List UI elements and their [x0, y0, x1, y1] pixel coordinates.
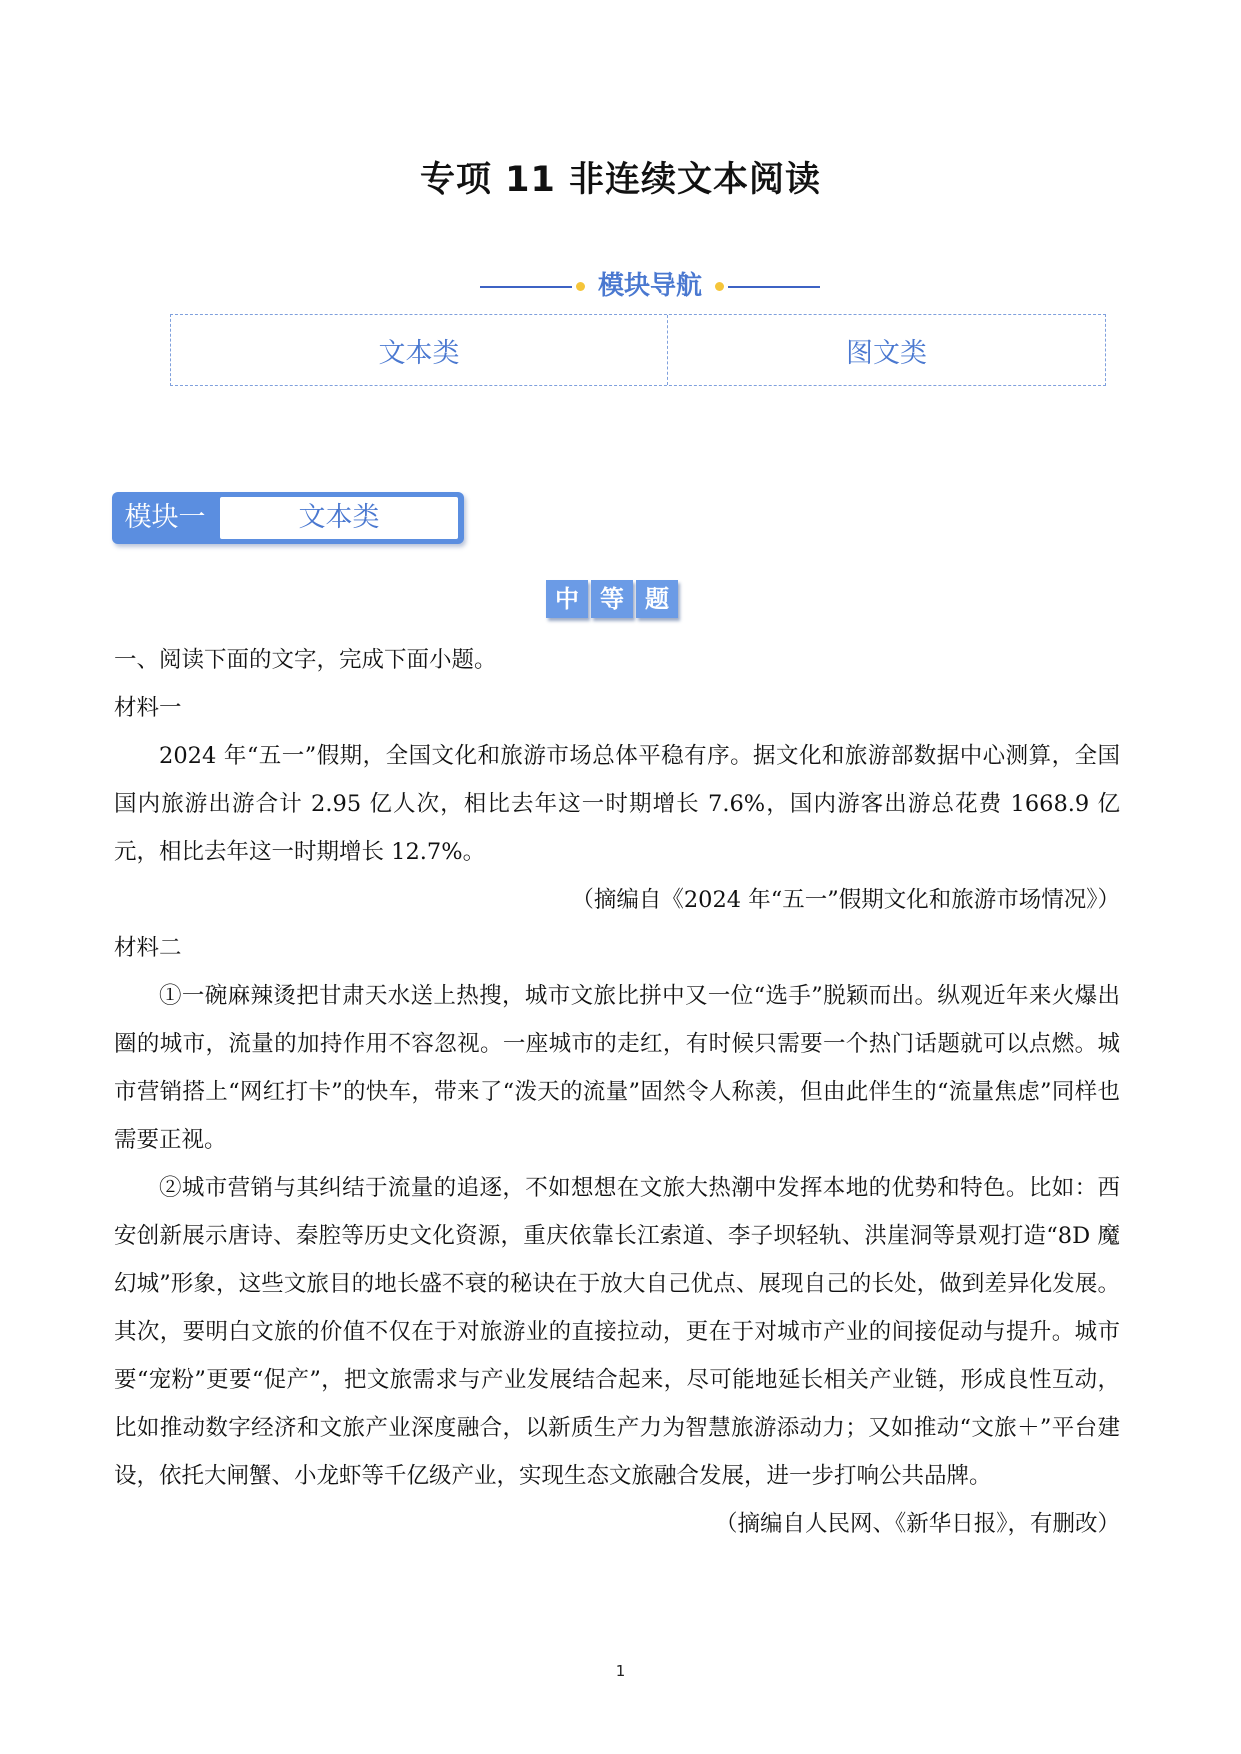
nav-divider-right [728, 286, 820, 288]
page-title: 专项 11 非连续文本阅读 [419, 160, 822, 200]
nav-item-graphic-text-type[interactable]: 图文类 [846, 337, 927, 369]
reading-content [114, 636, 1120, 1548]
question-instruction: 一、阅读下面的文字，完成下面小题。 [114, 647, 497, 673]
difficulty-badge [546, 580, 678, 618]
nav-item-text-type[interactable]: 文本类 [171, 315, 668, 385]
material-one-heading: 材料一 [114, 695, 182, 721]
difficulty-char: 题 [636, 580, 678, 618]
material-two-heading: 材料二 [114, 935, 182, 961]
material-two-source: （摘编自人民网、《新华日报》，有删改） [714, 1511, 1120, 1537]
material-two-paragraph-1: ①一碗麻辣烫把甘肃天水送上热搜，城市文旅比拼中又一位“选手”脱颖而出。纵观近年来火爆出圈的城市，流量的加持作用不容忽视。一座城市的走红，有时候只需要一个热门话题就可以点燃。城市营销搭上“网红打卡”的快车，带来了“泼天的流量”固然令人称羡，但由此伴生的“流量焦虑”同样也需要正视。 [114, 983, 1120, 1153]
module-one-banner [112, 492, 464, 544]
difficulty-char: 等 [591, 580, 633, 618]
difficulty-char: 中 [546, 580, 588, 618]
material-one-source: （摘编自《2024 年“五一”假期文化和旅游市场情况》） [571, 887, 1120, 913]
material-two-paragraph-2: ②城市营销与其纠结于流量的追逐，不如想想在文旅大热潮中发挥本地的优势和特色。比如：西安创新展示唐诗、秦腔等历史文化资源，重庆依靠长江索道、李子坝轻轨、洪崖洞等景观打造“8D 魔幻城”形象，这些文旅目的地长盛不衰的秘诀在于放大自己优点、展现自己的长处，做到差异化发展。其次，要明白文旅的价值不仅在于对旅游业的直接拉动，更在于对城市产业的间接促动与提升。城市要“宠粉”更要“促产”，把文旅需求与产业发展结合起来，尽可能地延长相关产业链，形成良性互动，比如推动数字经济和文旅产业深度融合，以新质生产力为智慧旅游添动力；又如推动“文旅＋”平台建设，依托大闸蟹、小龙虾等千亿级产业，实现生态文旅融合发展，进一步打响公共品牌。 [114, 1175, 1120, 1489]
module-one-name: 文本类 [220, 497, 458, 539]
module-navigation-header [470, 268, 830, 304]
nav-dot-right-icon [715, 282, 724, 291]
module-one-label: 模块一 [124, 502, 206, 533]
module-navigation-table [170, 314, 1106, 386]
material-one-paragraph: 2024 年“五一”假期，全国文化和旅游市场总体平稳有序。据文化和旅游部数据中心测算，全国国内旅游出游合计 2.95 亿人次，相比去年这一时期增长 7.6%，国内游客出游总花费 1668.9 亿元，相比去年这一时期增长 12.7%。 [114, 743, 1120, 865]
module-navigation-title: 模块导航 [597, 271, 702, 301]
page-number: 1 [615, 1662, 626, 1680]
